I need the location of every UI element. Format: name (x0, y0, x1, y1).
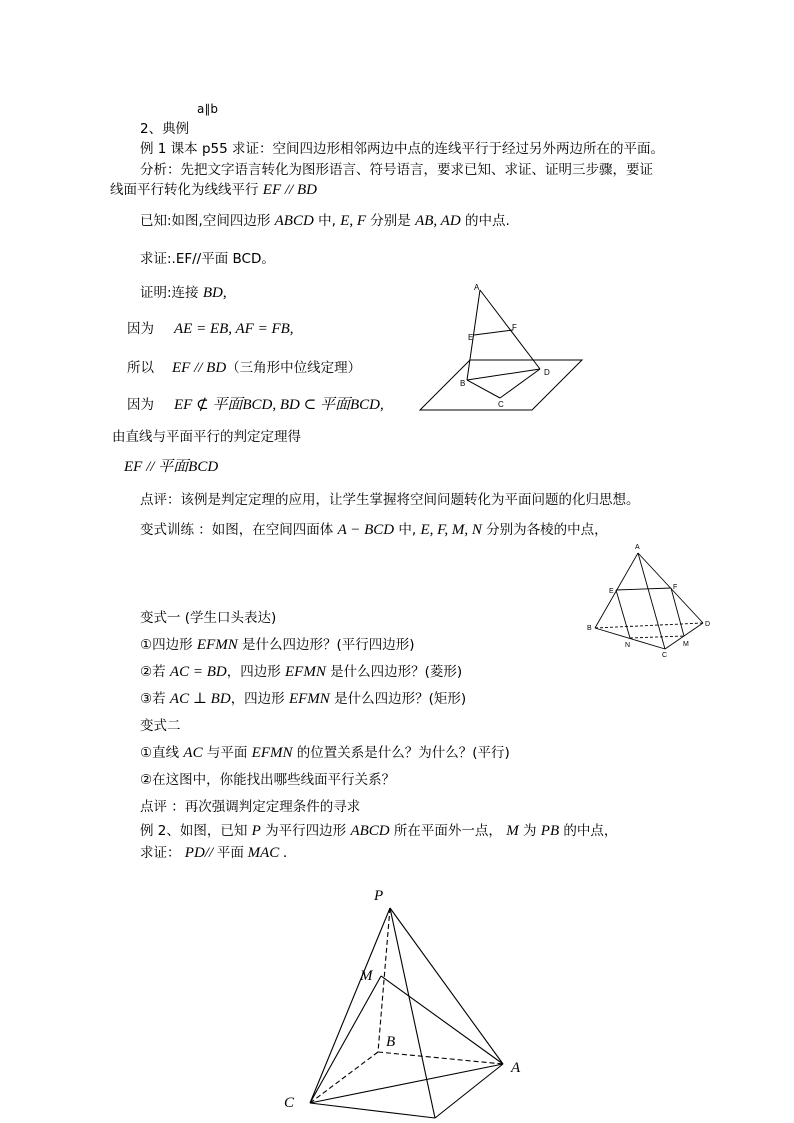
segment-ma (381, 976, 503, 1064)
analysis-line2: 线面平行转化为线线平行 EF // BD (110, 182, 317, 198)
fig3-label-a: A (511, 1060, 521, 1076)
conclusion-line: EF // 平面BCD (124, 459, 219, 475)
fig2-label-d: D (705, 621, 711, 628)
variant1-q3: ③若 AC ⊥ BD，四边形 EFMN 是什么四边形？(矩形) (140, 691, 467, 707)
proof-because-line1: 因为 AE = EB, AF = FB, (127, 321, 294, 337)
variant1-q2: ②若 AC = BD，四边形 EFMN 是什么四边形？(菱形) (140, 664, 463, 680)
variant2-q2: ②在这图中，你能找出哪些线面平行关系？ (140, 772, 396, 788)
fig3-label-b: B (386, 1034, 396, 1050)
edge-da (435, 1064, 503, 1118)
example1-statement: 例 1 课本 p55 求证：空间四边形相邻两边中点的连线平行于经过另外两边所在的平面。 (140, 141, 665, 157)
figure-pyramid (270, 880, 540, 1120)
prove-line: 求证:.EF//平面 BCD。 (140, 251, 275, 267)
fig3-label-p: P (374, 888, 384, 904)
segment-nm-hidden (630, 636, 684, 638)
fig2-label-e: E (609, 588, 614, 595)
line-a-parallel-b: a∥b (197, 102, 218, 116)
proof-therefore-line: 所以 EF // BD（三角形中位线定理） (127, 360, 362, 376)
edge-ba-hidden (378, 1052, 503, 1064)
edge-cd (500, 369, 540, 398)
example2-statement: 例 2、如图，已知 P 为平行四边形 ABCD 所在平面外一点， M 为 PB 的中点， (140, 823, 618, 839)
fig3-label-c: C (284, 1095, 295, 1111)
variant1-heading: 变式一 (学生口头表达) (140, 610, 277, 626)
segment-bd (467, 369, 540, 380)
segment-ef (474, 330, 513, 335)
segment-mc (310, 976, 381, 1103)
proof-connect-line: 证明:连接 BD, (140, 285, 227, 301)
edge-bc (467, 380, 500, 398)
diagonal-ca (310, 1064, 503, 1103)
edge-ad (480, 290, 540, 369)
analysis-line1: 分析：先把文字语言转化为图形语言、符号语言，要求已知、求证、证明三步骤，要证 (140, 162, 653, 178)
fig1-label-c: C (498, 400, 504, 409)
example2-prove: 求证： PD// 平面 MAC . (140, 845, 287, 861)
comment-line2: 点评 ：再次强调判定定理条件的寻求 (140, 799, 361, 815)
edge-cd (310, 1103, 435, 1118)
variant2-heading: 变式二 (140, 718, 181, 734)
given-line: 已知:如图,空间四边形 ABCD 中, E, F 分别是 AB, AD 的中点. (140, 213, 510, 229)
edge-bd-hidden (595, 623, 703, 628)
fig1-label-d: D (544, 368, 550, 377)
theorem-line: 由直线与平面平行的判定定理得 (112, 429, 301, 445)
segment-en (616, 590, 630, 638)
fig3-label-m: M (360, 968, 373, 984)
fig1-label-f: F (512, 323, 517, 332)
segment-ef (616, 588, 671, 590)
edge-pc (310, 908, 390, 1103)
comment-line1: 点评：该例是判定定理的应用，让学生掌握将空间问题转化为平面问题的化归思想。 (140, 492, 640, 508)
fig2-label-c: C (662, 652, 668, 658)
fig1-label-b: B (460, 379, 466, 388)
fig1-label-e: E (468, 333, 474, 342)
figure-space-quadrilateral (410, 280, 600, 415)
edge-pb-hidden (378, 908, 390, 1052)
variant1-q1: ①四边形 EFMN 是什么四边形？(平行四边形) (140, 637, 415, 653)
fig2-label-a: A (635, 544, 640, 551)
proof-because-line2: 因为 EF ⊄ 平面BCD, BD ⊂ 平面BCD, (127, 397, 384, 413)
fig2-label-f: F (673, 584, 678, 591)
fig2-label-n: N (625, 642, 631, 649)
variant-training-line: 变式训练 ：如图，在空间四面体 A − BCD 中, E, F, M, N 分别为各棱的中点， (140, 522, 608, 538)
fig1-label-a: A (474, 283, 480, 292)
figure-tetrahedron (585, 540, 715, 658)
section-heading-examples: 2、典例 (140, 121, 190, 137)
fig2-label-m: M (683, 641, 689, 648)
variant2-q1: ①直线 AC 与平面 EFMN 的位置关系是什么？为什么？(平行) (140, 745, 510, 761)
fig2-label-b: B (587, 625, 592, 632)
